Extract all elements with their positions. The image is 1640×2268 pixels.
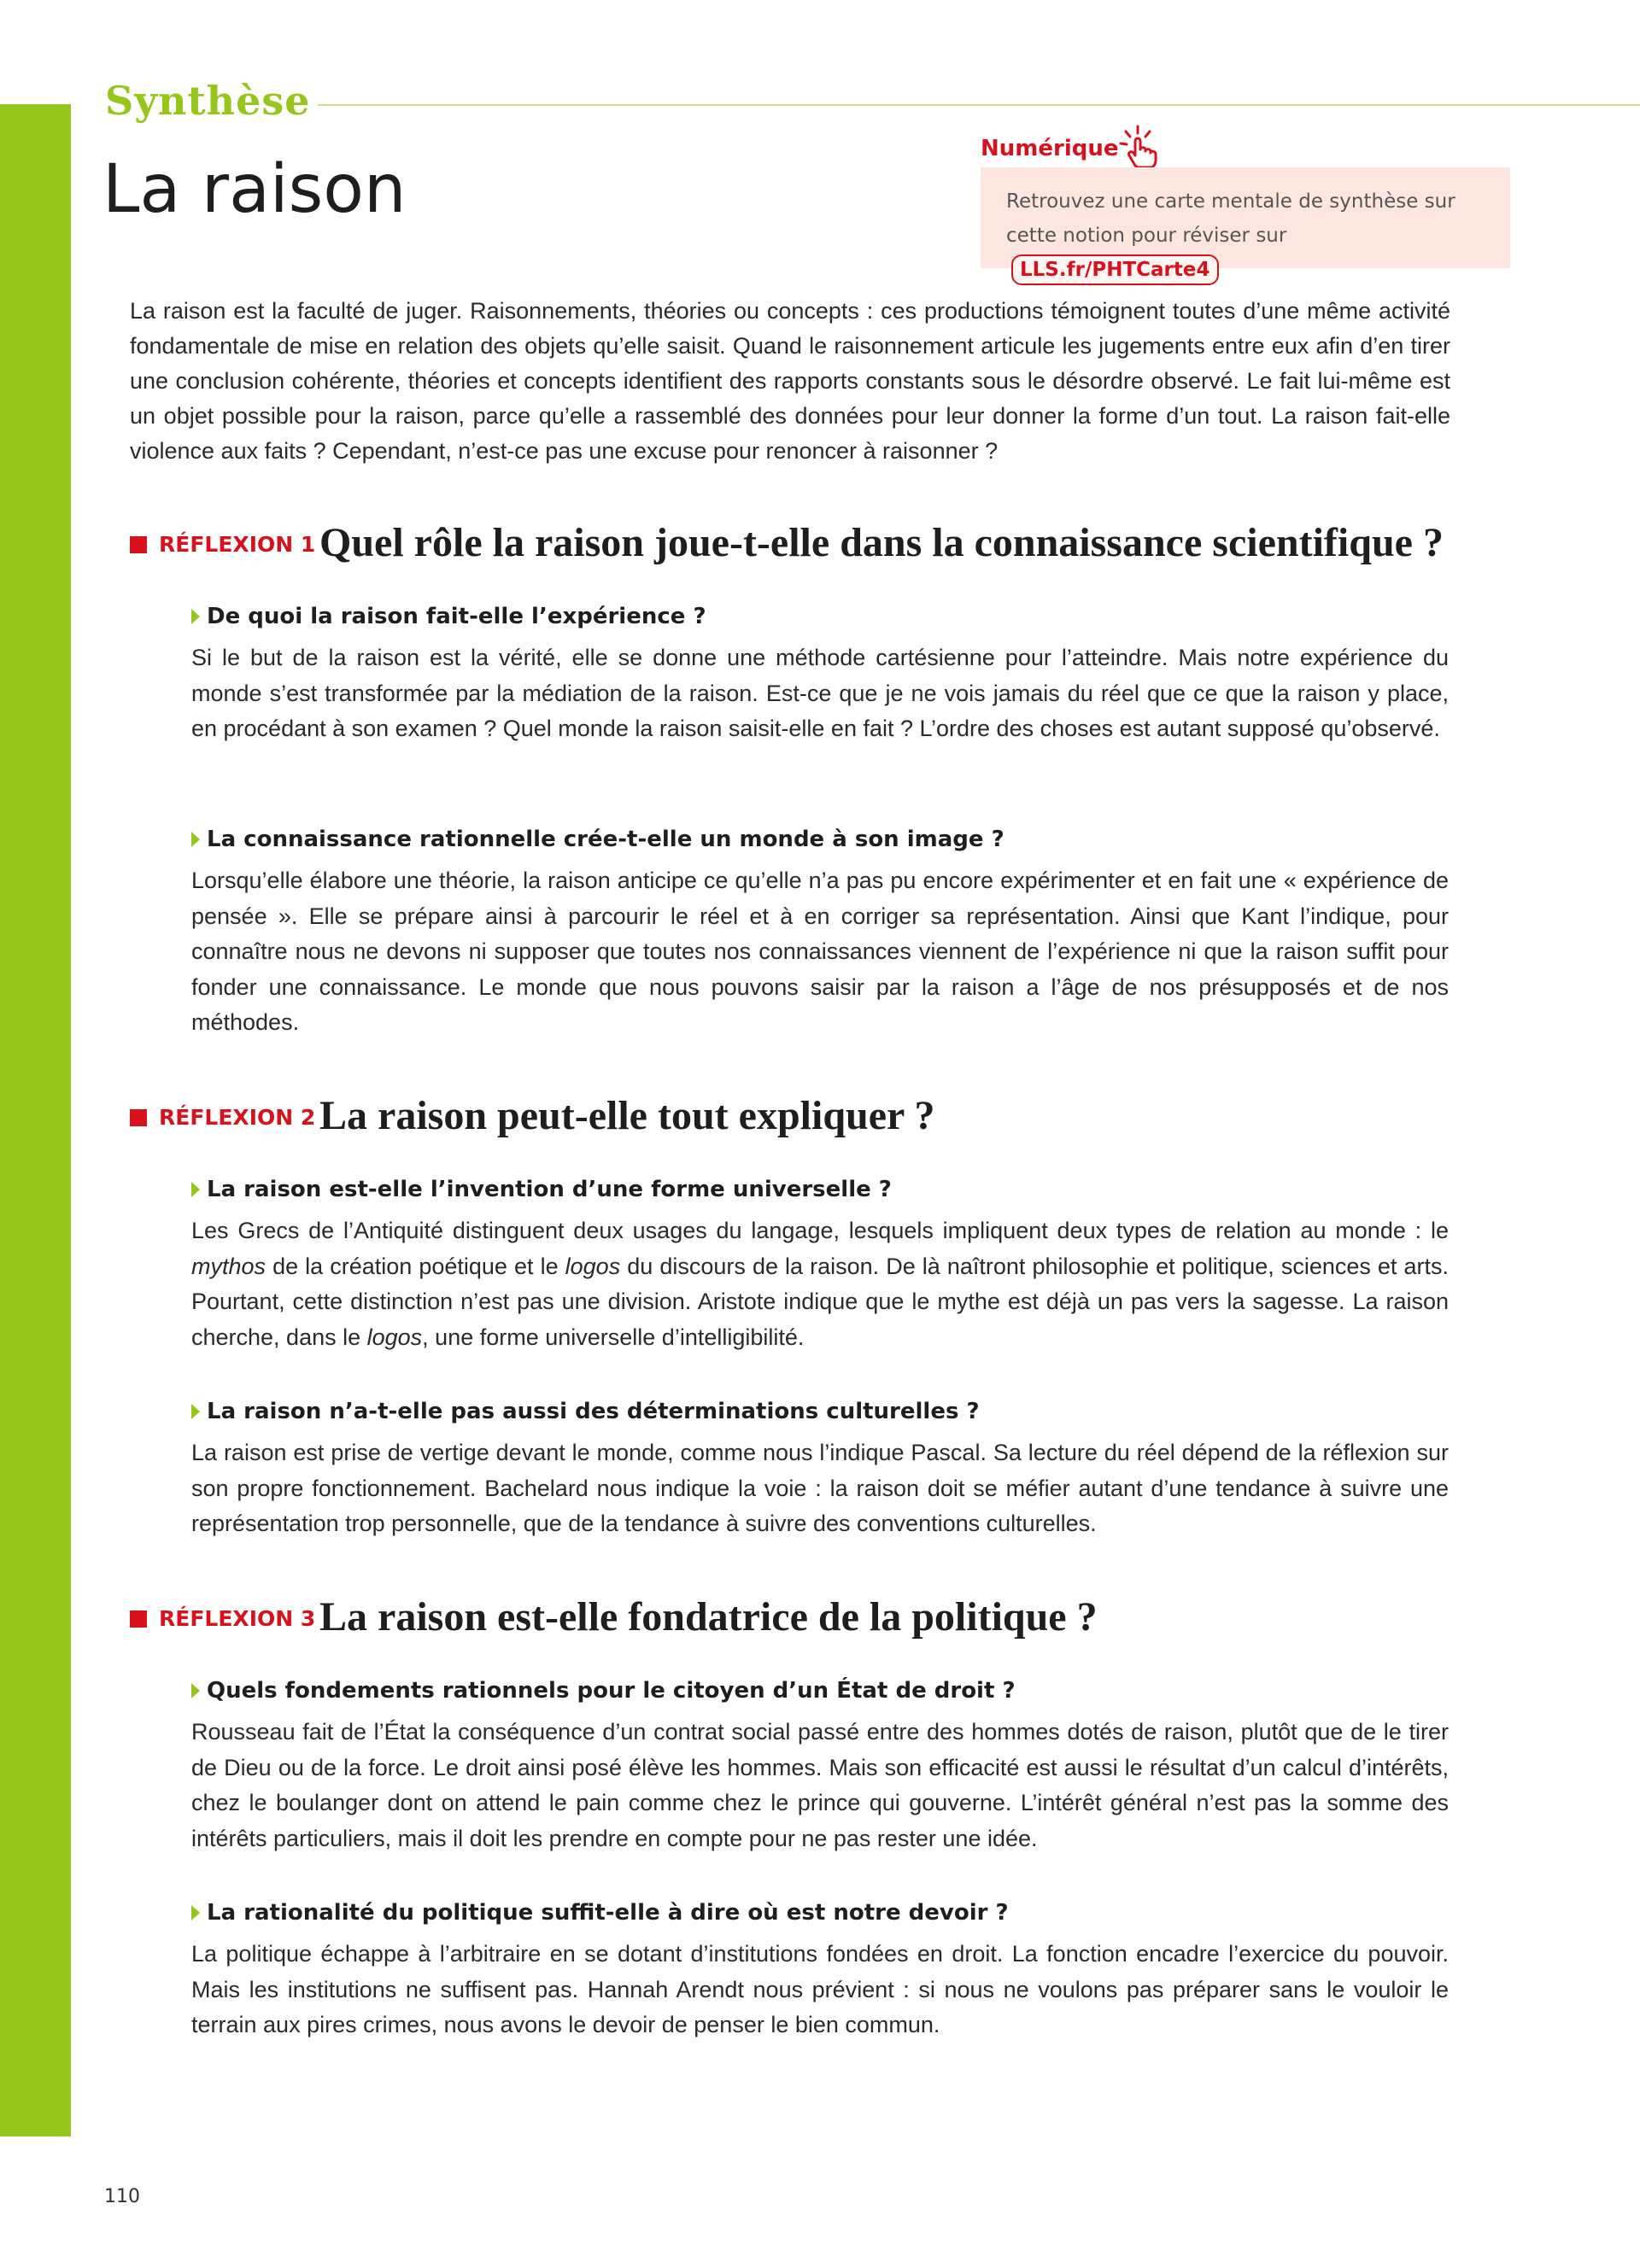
chevron-right-icon	[191, 609, 200, 624]
subsection	[191, 1172, 1449, 1355]
reflexion-question: La raison est-elle fondatrice de la politique ?	[319, 1594, 1098, 1640]
hand-pointer-icon	[1109, 123, 1163, 172]
reflexion-question: La raison peut-elle tout expliquer ?	[319, 1093, 935, 1138]
red-square-bullet	[130, 1109, 147, 1126]
section-divider	[318, 104, 1640, 106]
subsection-heading: Quels fondements rationnels pour le citoyen d’un État de droit ?	[191, 1674, 1449, 1708]
chevron-right-icon	[191, 832, 200, 847]
page-title: La raison	[102, 151, 407, 228]
subsection-body: Lorsqu’elle élabore une théorie, la raison anticipe ce qu’elle n’a pas pu encore expérimenter et en fait une « expérience de pensée ». Elle se prépare ainsi à parcourir le réel et à en corriger sa représentation. Ainsi que Kant l’indique, pour connaître nous ne devons ni supposer que toutes nos connaissances viennent de l’expérience ni que la raison suffit pour fonder une connaissance. Le monde que nous pouvons saisir par la raison a l’âge de nos présupposés et de nos méthodes.	[191, 868, 1449, 1035]
subsection-body: Rousseau fait de l’État la conséquence d’un contrat social passé entre des hommes dotés de raison, plutôt que de le tirer de Dieu ou de la force. Le droit ainsi posé élève les hommes. Mais son efficacité est aussi le résultat d’un calcul d’intérêts, chez le boulanger dont on attend le pain comme chez le prince qui gouverne. L’intérêt général n’est pas la somme des intérêts particuliers, mais il doit les prendre en compte pour ne pas rester une idée.	[191, 1719, 1449, 1851]
subsection	[191, 599, 1449, 747]
subsection-body: Si le but de la raison est la vérité, elle se donne une méthode cartésienne pour l’atteindre. Mais notre expérience du monde s’est transformée par la médiation de la raison. Est-ce que je ne vois jamais du réel que ce que la raison y place, en procédant à son examen ? Quel monde la raison saisit-elle en fait ? L’ordre des choses est autant supposé qu’observé.	[191, 645, 1449, 741]
subsection	[191, 1896, 1449, 2043]
numerique-link[interactable]: LLS.fr/PHTCarte4	[1011, 254, 1219, 285]
subsection-heading: La connaissance rationnelle crée-t-elle un monde à son image ?	[191, 822, 1449, 856]
subsection-body: Les Grecs de l’Antiquité distinguent deux usages du langage, lesquels impliquent deux types de relation au monde : le mythos de la création poétique et le logos du discours de la raison. De là naîtront philosophie et politique, sciences et arts. Pourtant, cette distinction n’est pas une division. Aristote indique que le mythe est déjà un pas vers la sagesse. La raison cherche, dans le logos, une forme universelle d’intelligibilité.	[191, 1218, 1449, 1350]
chevron-right-icon	[191, 1182, 200, 1197]
subsection-body: La politique échappe à l’arbitraire en se dotant d’institutions fondées en droit. La fonction encadre l’exercice du pouvoir. Mais les institutions ne suffisent pas. Hannah Arendt nous prévient : si nous ne voulons pas préparer sans le vouloir le terrain aux pires crimes, nous avons le devoir de penser le bien commun.	[191, 1941, 1449, 2037]
reflexion-question: Quel rôle la raison joue-t-elle dans la connaissance scientifique ?	[319, 520, 1444, 565]
numerique-text: Retrouvez une carte mentale de synthèse sur cette notion pour réviser sur	[1006, 190, 1456, 247]
reflexion-tag: RÉFLEXION 3	[159, 1606, 316, 1631]
subsection	[191, 1394, 1449, 1542]
reflexion-1-header	[130, 516, 1496, 576]
reflexion-3-header	[130, 1590, 1496, 1650]
reflexion-2-header	[130, 1089, 1496, 1149]
red-square-bullet	[130, 536, 147, 553]
reflexion-tag: RÉFLEXION 1	[159, 532, 316, 557]
subsection-heading: La raison n’a-t-elle pas aussi des déterminations culturelles ?	[191, 1394, 1449, 1429]
subsection-body: La raison est prise de vertige devant le monde, comme nous l’indique Pascal. Sa lecture du réel dépend de la réflexion sur son propre fonctionnement. Bachelard nous indique la voie : la raison doit se méfier autant d’une tendance à suivre une représentation trop personnelle, que de la tendance à suivre des conventions culturelles.	[191, 1440, 1449, 1536]
chevron-right-icon	[191, 1683, 200, 1698]
chevron-right-icon	[191, 1905, 200, 1920]
intro-paragraph: La raison est la faculté de juger. Raisonnements, théories ou concepts : ces productions témoignent toutes d’une même activité fondamentale de mise en relation des objets qu’elle saisit. Quand le raisonnement articule les jugements entre eux afin d’en tirer une conclusion cohérente, théories et concepts identifient des rapports constants sous le désordre observé. Le fait lui-même est un objet possible pour la raison, parce qu’elle a rassemblé des données pour leur donner la forme d’un tout. La raison fait-elle violence aux faits ? Cependant, n’est-ce pas une excuse pour renoncer à raisonner ?	[130, 298, 1450, 464]
subsection-heading: La raison est-elle l’invention d’une forme universelle ?	[191, 1172, 1449, 1207]
numerique-box	[981, 167, 1510, 281]
subsection	[191, 822, 1449, 1041]
red-square-bullet	[130, 1610, 147, 1628]
reflexion-tag: RÉFLEXION 2	[159, 1105, 316, 1130]
subsection-heading: De quoi la raison fait-elle l’expérience ?	[191, 599, 1449, 634]
subsection	[191, 1674, 1449, 1856]
subsection-heading: La rationalité du politique suffit-elle à dire où est notre devoir ?	[191, 1896, 1449, 1930]
section-label: Synthèse	[105, 78, 311, 124]
numerique-label: Numérique	[981, 136, 1119, 161]
green-sidebar-band	[0, 104, 71, 2136]
chevron-right-icon	[191, 1404, 200, 1419]
page-number: 110	[104, 2186, 140, 2207]
